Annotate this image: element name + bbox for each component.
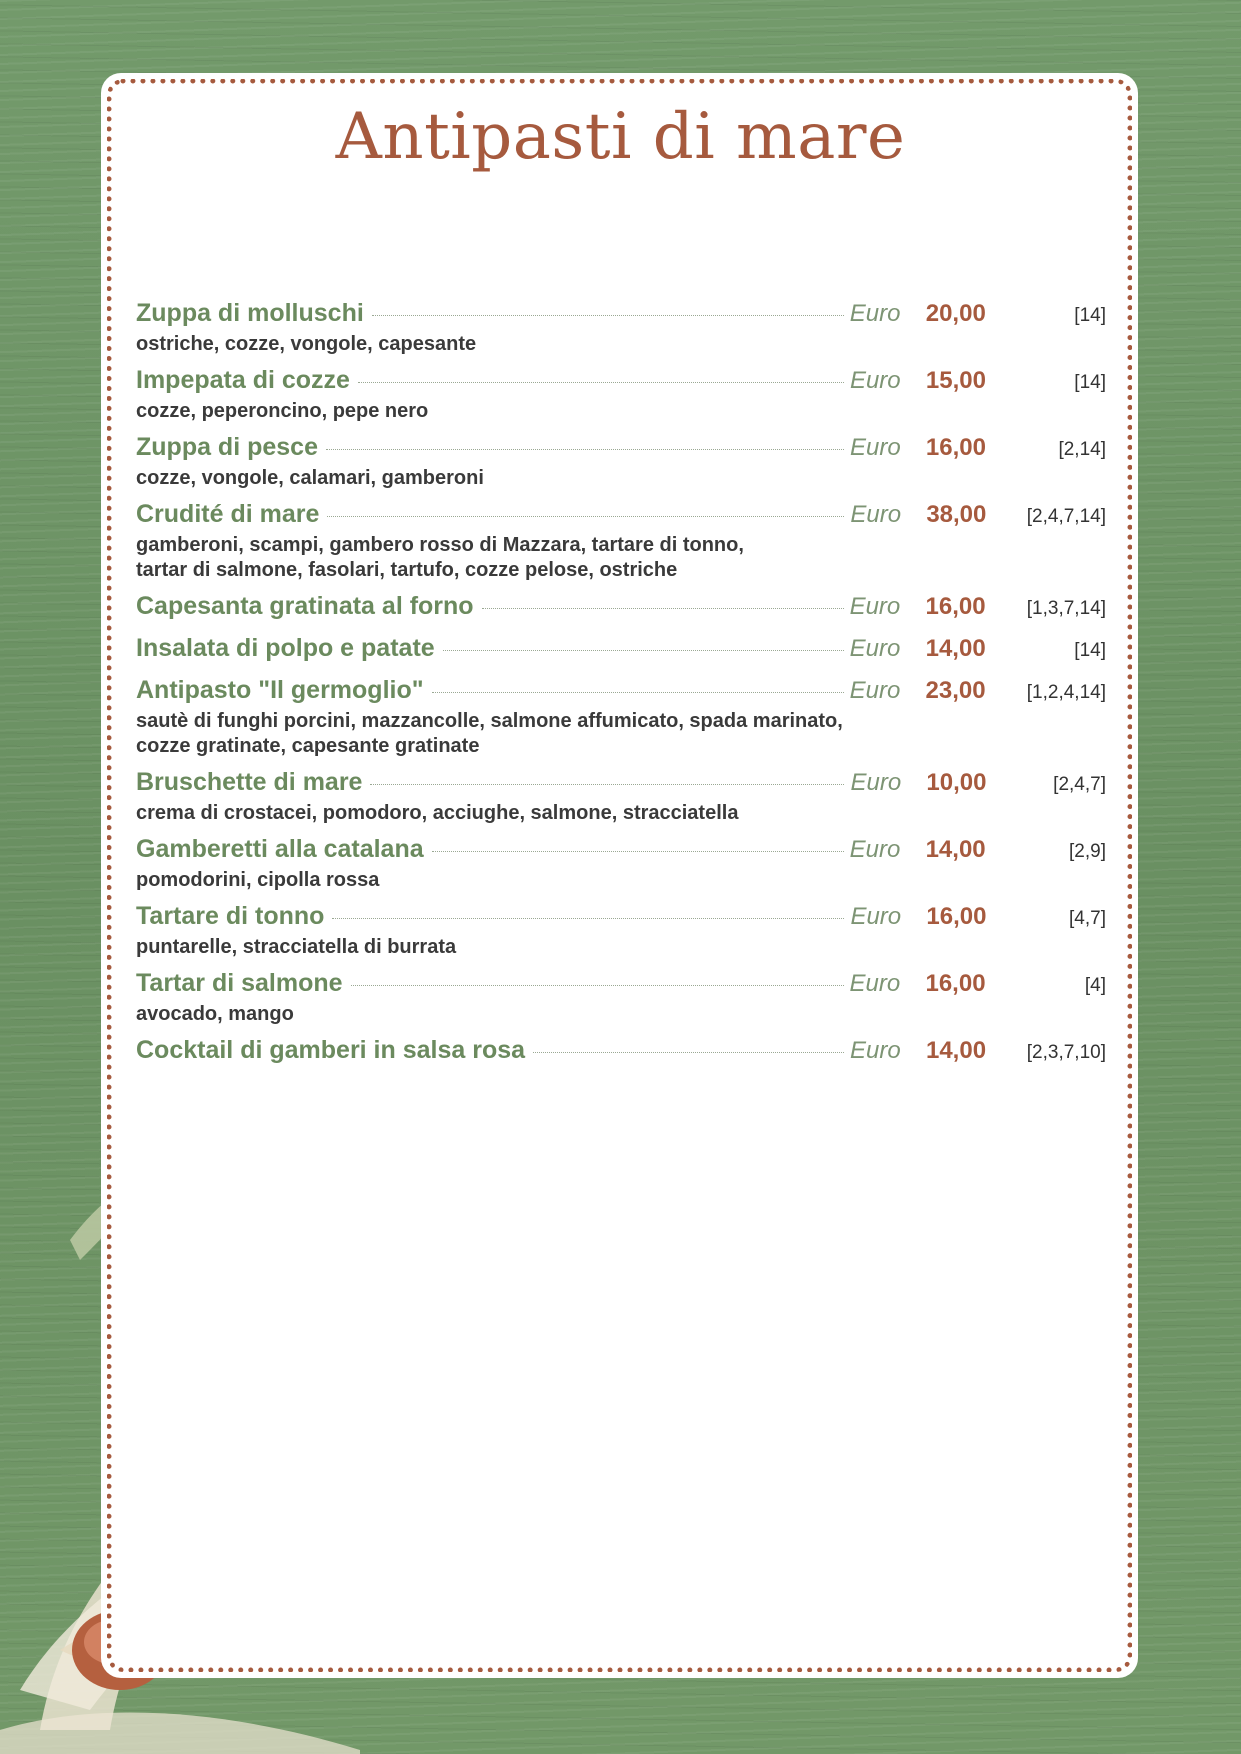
item-currency: Euro	[849, 635, 901, 662]
item-allergens: [1,2,4,14]	[1026, 682, 1106, 703]
item-currency: Euro	[849, 836, 901, 863]
item-name: Capesanta gratinata al forno	[136, 592, 474, 620]
item-currency: Euro	[849, 367, 901, 394]
item-description: cozze, peperoncino, pepe nero	[136, 400, 429, 422]
item-allergens: [1,3,7,14]	[1026, 598, 1106, 619]
item-allergens: [2,3,7,10]	[1026, 1042, 1106, 1063]
item-description: crema di crostacei, pomodoro, acciughe, salmone, stracciatella	[136, 802, 739, 824]
item-description: sautè di funghi porcini, mazzancolle, salmone affumicato, spada marinato,	[136, 710, 843, 732]
item-price: 38,00	[926, 501, 987, 528]
menu-item	[136, 592, 1106, 626]
item-price: 16,00	[926, 903, 987, 930]
dotted-leader	[326, 449, 844, 450]
item-price: 10,00	[926, 769, 987, 796]
item-description: avocado, mango	[136, 1003, 294, 1025]
item-allergens: [14]	[1074, 372, 1106, 393]
dotted-leader	[432, 851, 844, 852]
item-currency: Euro	[850, 501, 902, 528]
item-price: 15,00	[925, 367, 986, 394]
menu-item-line	[136, 676, 1106, 710]
item-price: 14,00	[925, 836, 986, 863]
item-currency: Euro	[849, 970, 901, 997]
menu-item-line	[136, 902, 1106, 936]
item-allergens: [2,4,7,14]	[1026, 506, 1106, 527]
item-description: gamberoni, scampi, gambero rosso di Mazzara, tartare di tonno,	[136, 534, 744, 556]
item-description: ostriche, cozze, vongole, capesante	[136, 333, 477, 355]
item-currency: Euro	[850, 903, 902, 930]
item-allergens: [2,14]	[1058, 439, 1106, 460]
dotted-leader	[327, 516, 844, 517]
item-currency: Euro	[849, 300, 901, 327]
item-price: 16,00	[925, 434, 986, 461]
dotted-leader	[358, 382, 844, 383]
item-price: 16,00	[925, 593, 986, 620]
dotted-leader	[432, 692, 844, 693]
menu-item-line	[136, 366, 1106, 400]
item-name: Bruschette di mare	[136, 768, 363, 796]
menu-item-line	[136, 768, 1106, 802]
item-name: Tartare di tonno	[136, 902, 325, 930]
menu-item-line	[136, 299, 1106, 333]
item-currency: Euro	[849, 677, 901, 704]
item-currency: Euro	[850, 1037, 901, 1064]
item-price: 14,00	[925, 635, 986, 662]
menu-item-line	[136, 835, 1106, 869]
dotted-leader	[372, 315, 844, 316]
item-currency: Euro	[850, 769, 902, 796]
dotted-leader	[533, 1052, 844, 1053]
item-name: Cocktail di gamberi in salsa rosa	[136, 1036, 526, 1064]
menu-item	[136, 768, 1106, 827]
menu-item-line	[136, 634, 1106, 668]
menu-item	[136, 676, 1106, 760]
dotted-leader	[443, 650, 844, 651]
menu-item	[136, 835, 1106, 894]
item-description: cozze, vongole, calamari, gamberoni	[136, 467, 484, 489]
item-allergens: [2,9]	[1069, 841, 1106, 862]
menu-list	[136, 299, 1106, 1078]
menu-item	[136, 969, 1106, 1028]
menu-item	[136, 500, 1106, 584]
dotted-leader	[482, 608, 844, 609]
item-name: Insalata di polpo e patate	[136, 634, 435, 662]
menu-item	[136, 1036, 1106, 1070]
item-name: Zuppa di molluschi	[136, 299, 364, 327]
item-description: puntarelle, stracciatella di burrata	[136, 936, 457, 958]
dotted-leader	[351, 985, 844, 986]
menu-item	[136, 433, 1106, 492]
menu-item-line	[136, 1036, 1106, 1070]
menu-item	[136, 366, 1106, 425]
item-price: 14,00	[925, 1037, 987, 1064]
menu-item	[136, 299, 1106, 358]
item-name: Crudité di mare	[136, 500, 320, 528]
dotted-leader	[332, 918, 844, 919]
menu-item	[136, 902, 1106, 961]
item-currency: Euro	[849, 593, 901, 620]
menu-item	[136, 634, 1106, 668]
item-description: pomodorini, cipolla rossa	[136, 869, 380, 891]
menu-item-line	[136, 500, 1106, 534]
item-currency: Euro	[849, 434, 901, 461]
item-price: 16,00	[925, 970, 986, 997]
item-description: cozze gratinate, capesante gratinate	[136, 735, 480, 757]
dotted-leader	[370, 784, 844, 785]
item-allergens: [14]	[1074, 640, 1106, 661]
item-name: Tartar di salmone	[136, 969, 343, 997]
menu-item-line	[136, 433, 1106, 467]
item-name: Zuppa di pesce	[136, 433, 318, 461]
item-description: tartar di salmone, fasolari, tartufo, cozze pelose, ostriche	[136, 559, 678, 581]
item-allergens: [4,7]	[1069, 908, 1106, 929]
item-allergens: [2,4,7]	[1053, 774, 1106, 795]
item-price: 20,00	[925, 300, 986, 327]
menu-item-line	[136, 969, 1106, 1003]
item-name: Gamberetti alla catalana	[136, 835, 424, 863]
item-price: 23,00	[925, 677, 986, 704]
item-allergens: [4]	[1084, 975, 1106, 996]
menu-item-line	[136, 592, 1106, 626]
item-name: Impepata di cozze	[136, 366, 350, 394]
item-allergens: [14]	[1074, 305, 1106, 326]
item-name: Antipasto "Il germoglio"	[136, 676, 424, 704]
page-title: Antipasti di mare	[335, 100, 906, 174]
